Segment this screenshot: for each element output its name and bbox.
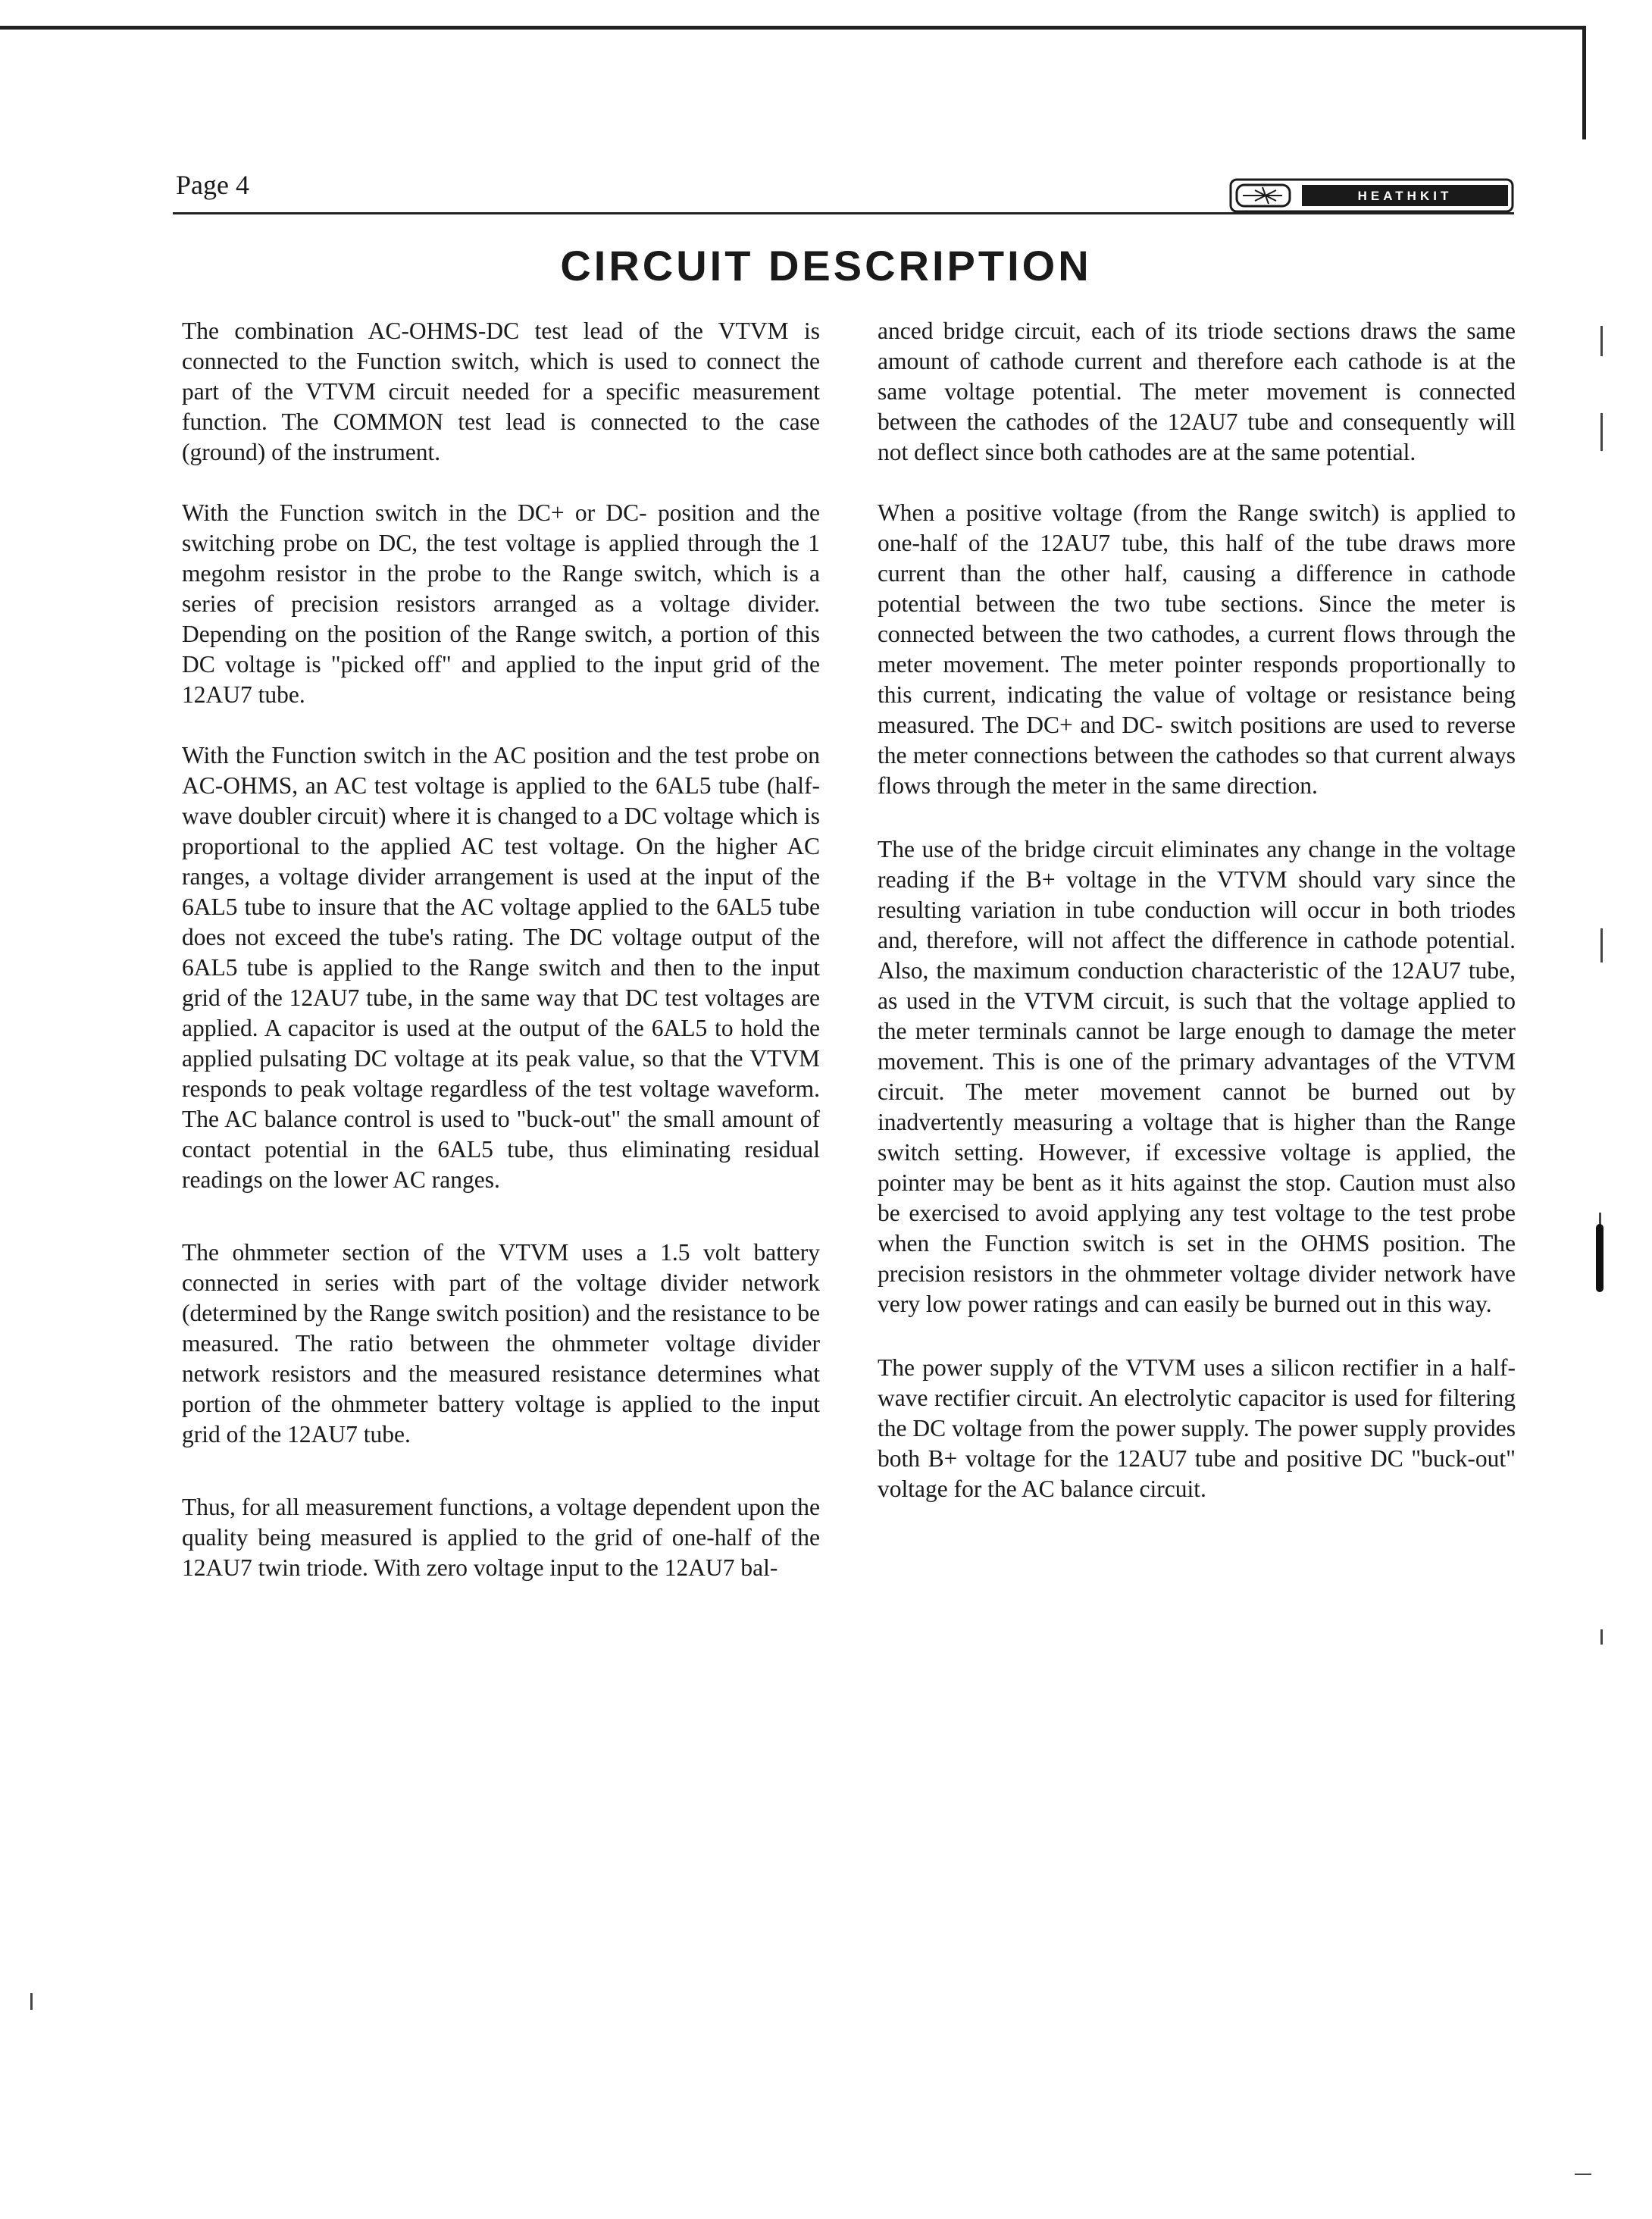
- paragraph: The use of the bridge circuit eliminates any change in the voltage reading if the B+ voltage in the VTVM should vary since the resulting variation in tube conduction will occur in both triodes and, therefore, will not affect the difference in cathode potential. Also, the maximum conduction characteristic of the 12AU7 tube, as used in the VTVM circuit, is such that the voltage applied to the meter terminals cannot be large enough to damage the meter movement. This is one of the primary advantages of the VTVM circuit. The meter movement cannot be burned out by inadvertently measuring a voltage that is higher than the Range switch setting. However, if excessive voltage is applied, the pointer may be bent as it hits against the stop. Caution must also be exercised to avoid applying any test voltage to the test probe when the Function switch is set in the OHMS position. The precision resistors in the ohmmeter voltage divider network have very low power ratings and can easily be burned out in this way.: [878, 836, 1516, 1317]
- paragraph: The ohmmeter section of the VTVM uses a 1.5 volt battery connected in series with part of the voltage divider network (determined by the Range switch position) and the resistance to be measured. The ratio between the ohmmeter voltage divider network resistors and the measured resistance determines what portion of the ohmmeter battery voltage is applied to the input grid of the 12AU7 tube.: [182, 1239, 820, 1448]
- paragraph: When a positive voltage (from the Range switch) is applied to one-half of the 12AU7 tube, this half of the tube draws more current than the other half, causing a difference in cathode potential between the two tube sections. Since the meter is connected between the two cathodes, a current flows through the meter movement. The meter pointer responds proportionally to this current, indicating the value of voltage or resistance being measured. The DC+ and DC- switch positions are used to reverse the meter connections between the cathodes so that current always flows through the meter in the same direction.: [878, 499, 1516, 799]
- paragraph: Thus, for all measurement functions, a voltage dependent upon the quality being measured is applied to the grid of one-half of the 12AU7 twin triode. With zero voltage input to the 12AU7 bal-: [182, 1494, 820, 1581]
- scan-mark: [1600, 326, 1603, 356]
- paragraph: The combination AC-OHMS-DC test lead of the VTVM is connected to the Function switch, which is used to connect the part of the VTVM circuit needed for a specific measurement function. The COMMON test lead is connected to the case (ground) of the instrument.: [182, 318, 820, 465]
- page-title: CIRCUIT DESCRIPTION: [560, 242, 1092, 290]
- paragraph: With the Function switch in the DC+ or DC- position and the switching probe on DC, the test voltage is applied through the 1 megohm resistor in the probe to the Range switch, which is a series of precision resistors arranged as a voltage divider. Depending on the position of the Range switch, a portion of this DC voltage is "picked off" and applied to the input grid of the 12AU7 tube.: [182, 499, 820, 708]
- scan-mark: [1600, 413, 1603, 451]
- scan-mark: [1575, 2174, 1591, 2175]
- page-number: Page 4: [176, 170, 249, 200]
- top-border-rule: [0, 26, 1584, 30]
- scan-mark: [30, 1993, 33, 2010]
- paragraph: The power supply of the VTVM uses a silicon rectifier in a half-wave rectifier circuit. An electrolytic capacitor is used for filtering the DC voltage from the power supply. The power supply provides both B+ voltage for the 12AU7 tube and positive DC "buck-out" voltage for the AC balance circuit.: [878, 1354, 1516, 1502]
- paragraph: anced bridge circuit, each of its triode sections draws the same amount of cathode current and therefore each cathode is at the same voltage potential. The meter movement is connected between the cathodes of the 12AU7 tube and consequently will not deflect since both cathodes are at the same potential.: [878, 318, 1516, 465]
- heathkit-logo-icon: [1229, 177, 1514, 214]
- svg-text:HEATHKIT: HEATHKIT: [1357, 189, 1453, 203]
- left-column: [182, 316, 820, 1583]
- scan-mark: [1600, 1629, 1603, 1645]
- paragraph: With the Function switch in the AC position and the test probe on AC-OHMS, an AC test voltage is applied to the 6AL5 tube (half-wave doubler circuit) where it is changed to a DC voltage which is proportional to the applied AC test voltage. On the higher AC ranges, a voltage divider arrangement is used at the input of the 6AL5 tube to insure that the AC voltage applied to the 6AL5 tube does not exceed the tube's rating. The DC voltage output of the 6AL5 tube is applied to the Range switch and then to the input grid of the 12AU7 tube, in the same way that DC test voltages are applied. A capacitor is used at the output of the 6AL5 to hold the applied pulsating DC voltage at its peak value, so that the VTVM responds to peak voltage regardless of the test voltage waveform. The AC balance control is used to "buck-out" the small amount of contact potential in the 6AL5 tube, thus eliminating residual readings on the lower AC ranges.: [182, 742, 820, 1193]
- right-border-rule: [1582, 26, 1586, 139]
- right-column: [878, 316, 1516, 1504]
- scan-mark: [1600, 928, 1603, 962]
- scan-mark: [1596, 1224, 1604, 1292]
